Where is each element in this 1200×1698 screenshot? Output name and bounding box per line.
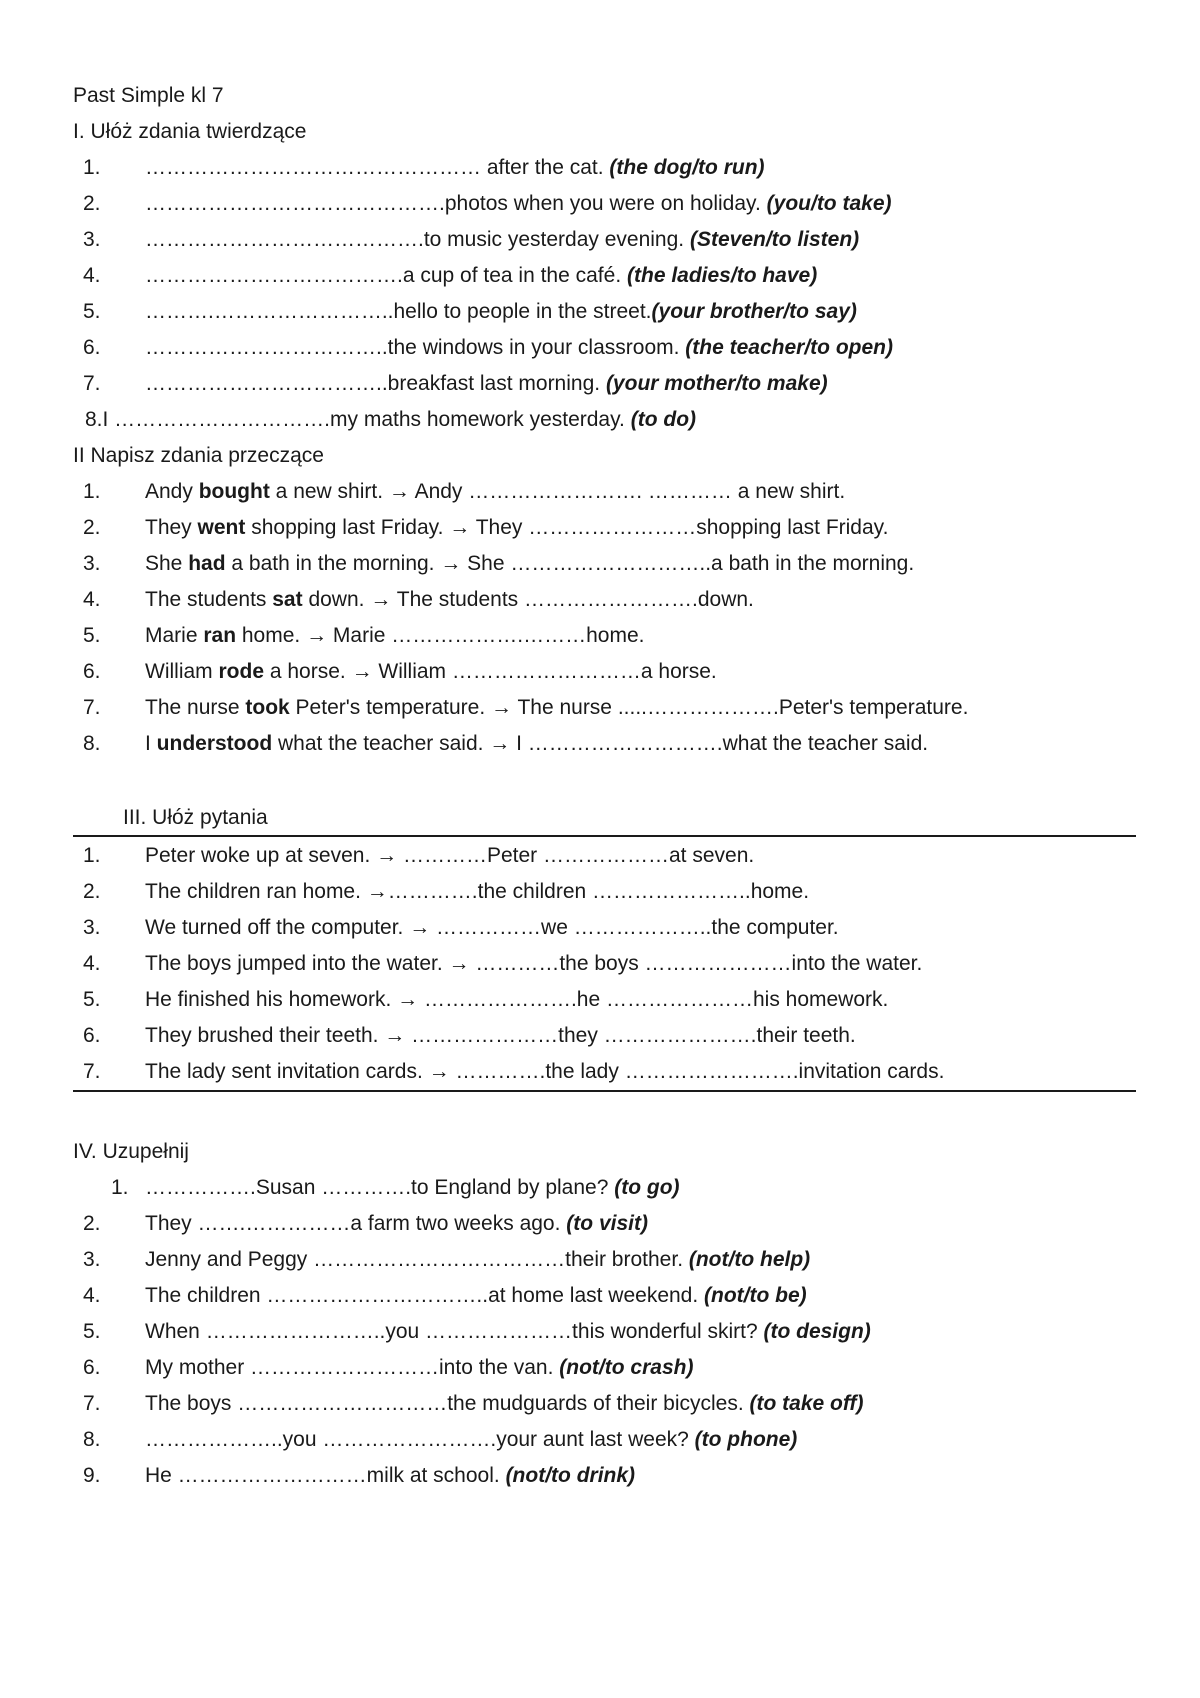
list-item — [0, 726, 1200, 762]
item-text: ………………………………….to music yesterday evening. (Steven/to listen) — [145, 228, 860, 251]
verb-hint: (to design) — [763, 1320, 871, 1343]
item-text: The children …………………………..at home last weekend. (not/to be) — [145, 1284, 807, 1307]
item-number: 4. — [83, 264, 101, 287]
item-number: 8. — [83, 732, 101, 755]
list-item — [0, 366, 1200, 402]
list-item — [0, 294, 1200, 330]
item-number: 2. — [83, 192, 101, 215]
item-number: 4. — [83, 952, 101, 975]
list-item — [0, 654, 1200, 690]
verb-hint: (your mother/to make) — [605, 372, 828, 395]
item-text: …………………………………….photos when you were on holiday. (you/to take) — [145, 192, 892, 215]
item-text: ………………..you …………………….your aunt last week? (to phone) — [145, 1428, 798, 1451]
item-text: When ……………………..you …………………this wonderful skirt? (to design) — [145, 1320, 871, 1343]
item-number: 7. — [83, 696, 101, 719]
item-text: ………………………………………… after the cat. (the dog/to run) — [145, 156, 765, 179]
item-text: ……………………………..the windows in your classroom. (the teacher/to open) — [145, 336, 893, 359]
past-verb: took — [245, 696, 290, 719]
list-item — [0, 474, 1200, 510]
list-item — [0, 330, 1200, 366]
item-text: Peter woke up at seven. → …………Peter ………………at seven. — [145, 844, 755, 867]
list-item — [0, 582, 1200, 618]
list-item — [0, 186, 1200, 222]
past-verb: understood — [156, 732, 273, 755]
list-item — [0, 1170, 1200, 1206]
item-number: 3. — [83, 916, 101, 939]
item-text: We turned off the computer. → ……………we ………………..the computer. — [145, 916, 839, 939]
item-text: They went shopping last Friday. → They ……………………shopping last Friday. — [145, 516, 889, 539]
item-text: The nurse took Peter's temperature. → The nurse .....……………….Peter's temperature. — [145, 696, 969, 719]
item-text: ……………………………….a cup of tea in the café. (the ladies/to have) — [145, 264, 818, 287]
verb-hint: (to take off) — [749, 1392, 864, 1415]
item-text: ……….……………………..hello to people in the street.(your brother/to say) — [145, 300, 857, 323]
list-item — [0, 838, 1200, 874]
past-verb: ran — [203, 624, 237, 647]
list-item — [0, 1458, 1200, 1494]
past-verb: went — [197, 516, 246, 539]
list-item — [0, 982, 1200, 1018]
list-item — [0, 1350, 1200, 1386]
verb-hint: (to go) — [614, 1176, 680, 1199]
list-item — [0, 910, 1200, 946]
verb-hint: (the teacher/to open) — [685, 336, 893, 359]
item-number: 1. — [83, 844, 101, 867]
list-item — [0, 1422, 1200, 1458]
verb-hint: (not/to help) — [688, 1248, 811, 1271]
item-number: 6. — [83, 1356, 101, 1379]
verb-hint: (you/to take) — [766, 192, 892, 215]
item-number: 5. — [83, 1320, 101, 1343]
item-text: The boys …………………………the mudguards of their bicycles. (to take off) — [145, 1392, 864, 1415]
item-number: 2. — [83, 516, 101, 539]
item-number: 5. — [83, 624, 101, 647]
list-item — [0, 1018, 1200, 1054]
list-item — [0, 1278, 1200, 1314]
item-text: They brushed their teeth. → …………………they ………………….their teeth. — [145, 1024, 856, 1047]
item-number: 6. — [83, 1024, 101, 1047]
item-number: 1. — [83, 156, 101, 179]
item-text: The students sat down. → The students …………………….down. — [145, 588, 754, 611]
verb-hint: (to phone) — [694, 1428, 798, 1451]
past-verb: had — [188, 552, 226, 575]
past-verb: bought — [198, 480, 270, 503]
item-number: 4. — [83, 1284, 101, 1307]
list-item — [0, 690, 1200, 726]
section-3-heading: III. Ułóż pytania — [123, 806, 268, 829]
item-number: 5. — [83, 300, 101, 323]
item-text: She had a bath in the morning. → She ………………………..a bath in the morning. — [145, 552, 915, 575]
section-2-heading: II Napisz zdania przeczące — [73, 444, 324, 467]
list-item — [0, 1054, 1200, 1090]
item-text: My mother ………………………into the van. (not/to crash) — [145, 1356, 694, 1379]
verb-hint: (not/to drink) — [505, 1464, 636, 1487]
item-number: 6. — [83, 660, 101, 683]
item-number: 3. — [83, 552, 101, 575]
item-text: …………….Susan ………….to England by plane? (to go) — [145, 1176, 680, 1199]
item-number: 7. — [83, 1392, 101, 1415]
verb-hint: (Steven/to listen) — [689, 228, 860, 251]
list-item — [0, 1242, 1200, 1278]
list-item — [0, 874, 1200, 910]
item-number: 2. — [83, 880, 101, 903]
list-item — [0, 222, 1200, 258]
list-item — [0, 510, 1200, 546]
past-verb: rode — [218, 660, 265, 683]
verb-hint: (the dog/to run) — [609, 156, 765, 179]
item-text: The boys jumped into the water. → …………the boys …………………into the water. — [145, 952, 923, 975]
verb-hint: (your brother/to say) — [651, 300, 857, 323]
section-4-heading: IV. Uzupełnij — [73, 1140, 189, 1163]
item-text: Marie ran home. → Marie ……………….………home. — [145, 624, 645, 647]
item-text: The children ran home. →………….the children …………………..home. — [145, 880, 810, 903]
item-number: 1. — [111, 1176, 129, 1199]
verb-hint: (not/to crash) — [559, 1356, 694, 1379]
item-number: 5. — [83, 988, 101, 1011]
item-number: 2. — [83, 1212, 101, 1235]
verb-hint: (the ladies/to have) — [627, 264, 818, 287]
section-1-heading: I. Ułóż zdania twierdzące — [73, 120, 307, 143]
item-number: 8. — [83, 1428, 101, 1451]
list-item — [0, 546, 1200, 582]
list-item — [0, 618, 1200, 654]
item-number: 1. — [83, 480, 101, 503]
item-text: I understood what the teacher said. → I ……………………….what the teacher said. — [145, 732, 929, 755]
list-item — [0, 1386, 1200, 1422]
item-number: 4. — [83, 588, 101, 611]
section-3-bottom-rule — [73, 1090, 1136, 1092]
list-item — [0, 1206, 1200, 1242]
verb-hint: (to do) — [630, 408, 697, 431]
item-text: Andy bought a new shirt. → Andy ……………………. ………… a new shirt. — [145, 480, 846, 503]
past-verb: sat — [272, 588, 303, 611]
list-item — [0, 1314, 1200, 1350]
item-text: William rode a horse. → William ………………………a horse. — [145, 660, 717, 683]
list-item — [0, 150, 1200, 186]
verb-hint: (to visit) — [566, 1212, 648, 1235]
item-text: Jenny and Peggy ………………………………their brother. (not/to help) — [145, 1248, 811, 1271]
item-text: 8.I ………………………….my maths homework yesterday. — [85, 408, 631, 431]
verb-hint: (not/to be) — [704, 1284, 807, 1307]
item-text: ……………………………..breakfast last morning. (your mother/to make) — [145, 372, 828, 395]
list-item — [85, 402, 696, 438]
item-text: He finished his homework. → ………………….he …………………his homework. — [145, 988, 889, 1011]
item-number: 6. — [83, 336, 101, 359]
item-text: The lady sent invitation cards. → ………….the lady …………………….invitation cards. — [145, 1060, 945, 1083]
item-number: 7. — [83, 1060, 101, 1083]
page-title: Past Simple kl 7 — [73, 84, 224, 107]
section-3-top-rule — [73, 835, 1136, 837]
item-number: 7. — [83, 372, 101, 395]
item-text: They …….……………a farm two weeks ago. (to visit) — [145, 1212, 648, 1235]
list-item — [0, 946, 1200, 982]
item-text: He ………………………milk at school. (not/to drink) — [145, 1464, 636, 1487]
item-number: 9. — [83, 1464, 101, 1487]
item-number: 3. — [83, 228, 101, 251]
item-number: 3. — [83, 1248, 101, 1271]
list-item — [0, 258, 1200, 294]
